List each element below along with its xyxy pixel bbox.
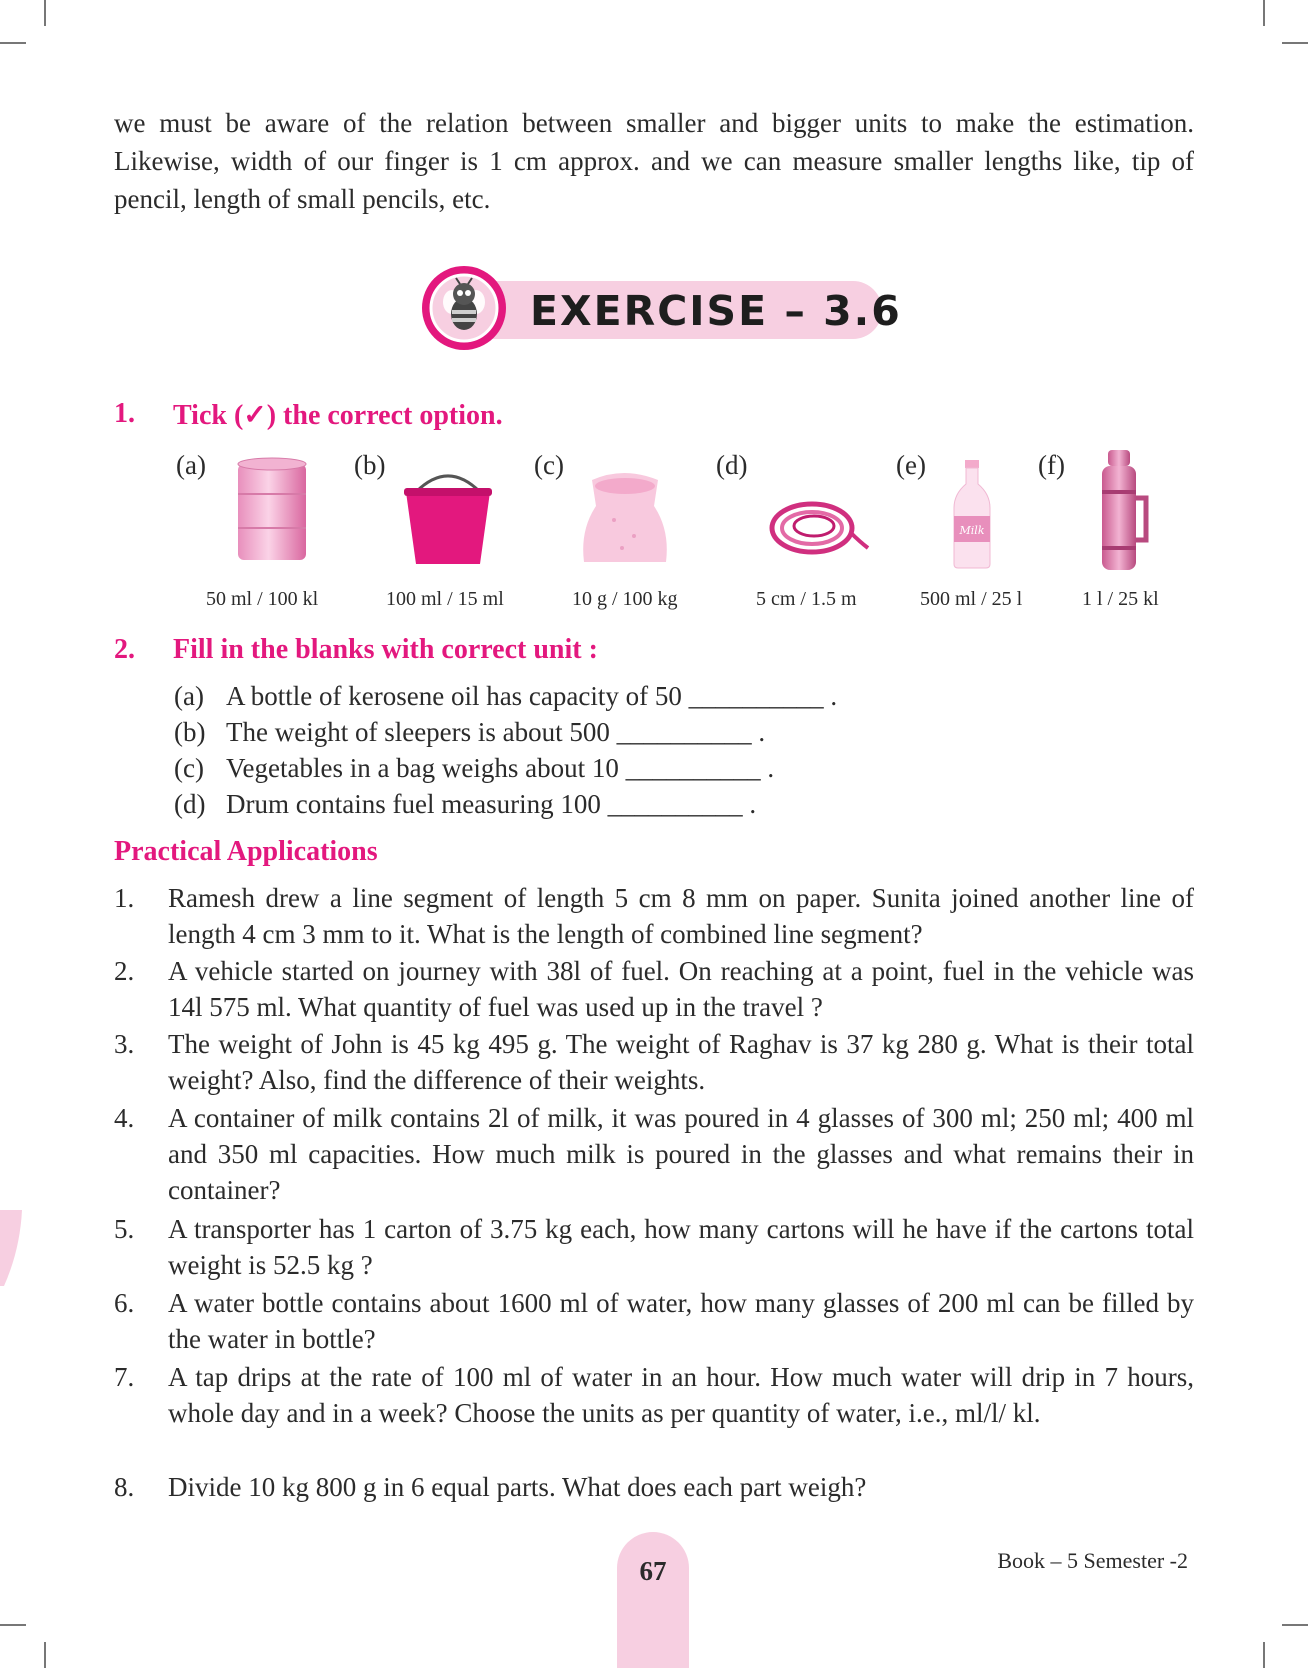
item-text: The weight of John is 45 kg 495 g. The weight of Raghav is 37 kg 280 g. What is their total weight? Also, find the difference of their weights. bbox=[168, 1029, 1194, 1095]
option-label: (b) bbox=[354, 450, 386, 480]
item-text: The weight of sleepers is about 500 __________ . bbox=[226, 717, 766, 747]
item-number: 4. bbox=[114, 1103, 135, 1133]
item-text: A transporter has 1 carton of 3.75 kg each, how many cartons will he have if the cartons total weight is 52.5 kg ? bbox=[168, 1214, 1194, 1280]
exercise-heading bbox=[422, 266, 902, 356]
practical-applications-heading: Practical Applications bbox=[114, 836, 378, 867]
option-label: (a) bbox=[176, 450, 206, 480]
question-number: 1. bbox=[114, 398, 135, 429]
option-label: (e) bbox=[896, 450, 926, 480]
bucket-icon bbox=[402, 470, 494, 566]
question-title: Fill in the blanks with correct unit : bbox=[173, 634, 598, 665]
question-number: 2. bbox=[114, 634, 135, 665]
exercise-title: EXERCISE – 3.6 bbox=[530, 287, 902, 335]
bee-mascot-icon bbox=[422, 266, 506, 350]
flask-icon bbox=[1096, 450, 1150, 574]
item-text: A container of milk contains 2l of milk, it was poured in 4 glasses of 300 ml; 250 ml; 400 ml and 350 ml capacities. How much milk is poured in the glasses and what remains their in container? bbox=[168, 1103, 1194, 1205]
item-text: A tap drips at the rate of 100 ml of water in an hour. How much water will drip in 7 hours, whole day and in a week? Choose the units as per quantity of water, i.e., ml/l/ kl. bbox=[168, 1362, 1194, 1428]
practical-item bbox=[114, 1211, 1194, 1283]
item-number: 6. bbox=[114, 1288, 135, 1318]
item-number: 7. bbox=[114, 1362, 135, 1392]
item-number: 1. bbox=[114, 883, 135, 913]
fill-blank-item bbox=[174, 753, 774, 784]
item-text: Divide 10 kg 800 g in 6 equal parts. What does each part weigh? bbox=[168, 1472, 867, 1502]
crop-mark bbox=[1263, 1642, 1265, 1668]
item-text: Ramesh drew a line segment of length 5 cm 8 mm on paper. Sunita joined another line of length 4 cm 3 mm to it. What is the length of combined line segment? bbox=[168, 883, 1194, 949]
option-label: (f) bbox=[1038, 450, 1065, 480]
fill-blank-item bbox=[174, 717, 765, 748]
cable-icon bbox=[764, 478, 874, 568]
crop-mark bbox=[44, 0, 46, 26]
item-number: 8. bbox=[114, 1472, 135, 1502]
option-caption: 1 l / 25 kl bbox=[1082, 588, 1159, 610]
page-number: 67 bbox=[639, 1556, 667, 1586]
practical-item bbox=[114, 953, 1194, 1025]
crop-mark bbox=[1282, 1624, 1308, 1626]
option-label: (c) bbox=[534, 450, 564, 480]
intro-paragraph: we must be aware of the relation between smaller and bigger units to make the estimation. Likewise, width of our finger is 1 cm approx. and we can measure smaller lengths like, tip of pencil, length of small pencils, etc. bbox=[114, 108, 1194, 214]
item-text: A bottle of kerosene oil has capacity of 50 __________ . bbox=[226, 681, 838, 711]
practical-item bbox=[114, 880, 1194, 952]
crop-mark bbox=[1282, 42, 1308, 44]
drum-icon bbox=[234, 456, 310, 566]
option-caption: 5 cm / 1.5 m bbox=[756, 588, 857, 610]
item-label: (b) bbox=[174, 717, 206, 747]
option-label: (d) bbox=[716, 450, 748, 480]
item-label: (a) bbox=[174, 681, 204, 711]
milk-label: Milk bbox=[959, 524, 985, 537]
item-number: 2. bbox=[114, 956, 135, 986]
item-text: Vegetables in a bag weighs about 10 __________ . bbox=[226, 753, 775, 783]
page-number-tab bbox=[617, 1532, 689, 1668]
practical-item bbox=[114, 1359, 1194, 1431]
practical-item bbox=[114, 1285, 1194, 1357]
item-text: A water bottle contains about 1600 ml of water, how many glasses of 200 ml can be filled by the water in bottle? bbox=[168, 1288, 1194, 1354]
edge-tab-decoration bbox=[0, 1210, 24, 1286]
fill-blank-item bbox=[174, 681, 837, 712]
option-caption: 50 ml / 100 kl bbox=[206, 588, 319, 610]
practical-item bbox=[114, 1026, 1194, 1098]
milk-bottle-icon bbox=[952, 460, 992, 570]
item-text: A vehicle started on journey with 38l of fuel. On reaching at a point, fuel in the vehicle was 14l 575 ml. What quantity of fuel was used up in the travel ? bbox=[168, 956, 1194, 1022]
option-caption: 500 ml / 25 l bbox=[920, 588, 1023, 610]
footer-book-info: Book – 5 Semester -2 bbox=[997, 1548, 1188, 1573]
crop-mark bbox=[44, 1642, 46, 1668]
item-text: Drum contains fuel measuring 100 __________ . bbox=[226, 789, 757, 819]
crop-mark bbox=[0, 42, 26, 44]
item-number: 5. bbox=[114, 1214, 135, 1244]
sack-icon bbox=[574, 470, 676, 566]
practical-item bbox=[114, 1100, 1194, 1208]
option-caption: 100 ml / 15 ml bbox=[386, 588, 504, 610]
practical-item bbox=[114, 1469, 1194, 1505]
item-label: (d) bbox=[174, 789, 206, 819]
question-title: Tick (✓) the correct option. bbox=[173, 400, 503, 431]
option-caption: 10 g / 100 kg bbox=[572, 588, 678, 610]
item-number: 3. bbox=[114, 1029, 135, 1059]
fill-blank-item bbox=[174, 789, 756, 820]
item-label: (c) bbox=[174, 753, 204, 783]
crop-mark bbox=[1263, 0, 1265, 26]
crop-mark bbox=[0, 1624, 26, 1626]
